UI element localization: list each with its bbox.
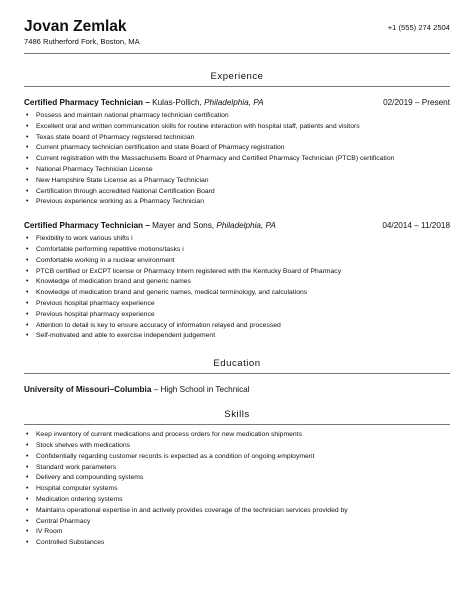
candidate-name: Jovan Zemlak xyxy=(24,18,127,35)
job-location: Philadelphia, PA xyxy=(204,98,264,107)
list-item: • Current pharmacy technician certification and state Board of Pharmacy registration xyxy=(24,143,450,154)
list-item: • Excellent oral and written communication skills for routine interaction with hospital staff, patients and visitors xyxy=(24,122,450,133)
experience-heading: Experience xyxy=(210,71,264,82)
job-title-line xyxy=(24,220,276,231)
job-entry-1 xyxy=(24,97,450,208)
list-item: • Previous experience working as a Pharmacy Technician xyxy=(24,197,450,208)
list-item: • New Hampshire State License as a Pharmacy Technician xyxy=(24,176,450,187)
education-heading: Education xyxy=(213,358,261,370)
job-dates: 04/2014 – 11/2018 xyxy=(382,221,450,231)
list-item: • Texas state board of Pharmacy registered technician xyxy=(24,133,450,144)
list-item: • Confidentially regarding customer records is expected as a condition of ongoing employment xyxy=(24,452,450,463)
list-item: • Standard work parameters xyxy=(24,463,450,474)
list-item: • Maintains operational expertise in and actively provides coverage of the technician services provided by xyxy=(24,506,450,517)
list-item: • Knowledge of medication brand and generic names xyxy=(24,277,450,288)
education-degree: – High School in Technical xyxy=(153,385,250,395)
list-item: • IV Room xyxy=(24,527,450,538)
skills-section xyxy=(24,409,450,549)
list-item: • Comfortable performing repetitive motions/tasks i xyxy=(24,245,450,256)
list-item: • Self-motivated and able to exercise independent judgement xyxy=(24,331,450,342)
job-title-line xyxy=(24,97,264,108)
resume-header xyxy=(24,18,450,47)
list-item: • Stock shelves with medications xyxy=(24,441,450,452)
contact-block xyxy=(24,18,140,47)
list-item: • Comfortable working in a nuclear environment xyxy=(24,256,450,267)
list-item: • Flexibility to work various shifts i xyxy=(24,234,450,245)
job-location: Philadelphia, PA xyxy=(216,221,276,231)
experience-divider xyxy=(24,86,450,87)
list-item: • Previous hospital pharmacy experience xyxy=(24,310,450,321)
list-item: • Possess and maintain national pharmacy technician certification xyxy=(24,111,450,122)
list-item: • PTCB certified or ExCPT license or Pharmacy Intern registered with the Kentucky Board of Pharmacy xyxy=(24,267,450,278)
list-item: • Central Pharmacy xyxy=(24,517,450,528)
list-item: • Hospital computer systems xyxy=(24,484,450,495)
skills-divider xyxy=(24,424,450,425)
list-item: • Current registration with the Massachusetts Board of Pharmacy and Certified Pharmacy Technician (PTCB) certification xyxy=(24,154,450,165)
header-divider xyxy=(24,53,450,54)
job-employer: Mayer and Sons, xyxy=(152,221,215,231)
experience-section xyxy=(24,71,450,342)
job-title: Certified Pharmacy Technician – xyxy=(24,98,150,107)
skills-heading: Skills xyxy=(224,409,250,421)
list-item: • Knowledge of medication brand and generic names, medical terminology, and calculations xyxy=(24,288,450,299)
education-divider xyxy=(24,373,450,374)
job-header xyxy=(24,220,450,231)
job-entry-2 xyxy=(24,220,450,342)
job-dates: 02/2019 – Present xyxy=(383,98,450,107)
list-item: • Certification through accredited National Certification Board xyxy=(24,187,450,198)
job-bullets xyxy=(24,111,450,208)
list-item: • Keep inventory of current medications and process orders for new medication shipments xyxy=(24,430,450,441)
candidate-address: 7486 Rutherford Fork, Boston, MA xyxy=(24,37,140,46)
education-school: University of Missouri–Columbia xyxy=(24,385,152,395)
skills-list xyxy=(24,430,450,549)
candidate-phone: +1 (555) 274 2504 xyxy=(387,23,450,32)
education-section xyxy=(24,358,450,395)
list-item: • Delivery and compounding systems xyxy=(24,473,450,484)
list-item: • Medication ordering systems xyxy=(24,495,450,506)
list-item: • Controlled Substances xyxy=(24,538,450,549)
list-item: • National Pharmacy Technician License xyxy=(24,165,450,176)
job-header xyxy=(24,97,450,108)
education-entry xyxy=(24,384,450,395)
job-bullets xyxy=(24,234,450,342)
job-employer: Kulas-Pollich, xyxy=(152,98,202,107)
list-item: • Previous hospital pharmacy experience xyxy=(24,299,450,310)
list-item: • Attention to detail is key to ensure accuracy of information relayed and processed xyxy=(24,321,450,332)
job-title: Certified Pharmacy Technician – xyxy=(24,221,150,231)
